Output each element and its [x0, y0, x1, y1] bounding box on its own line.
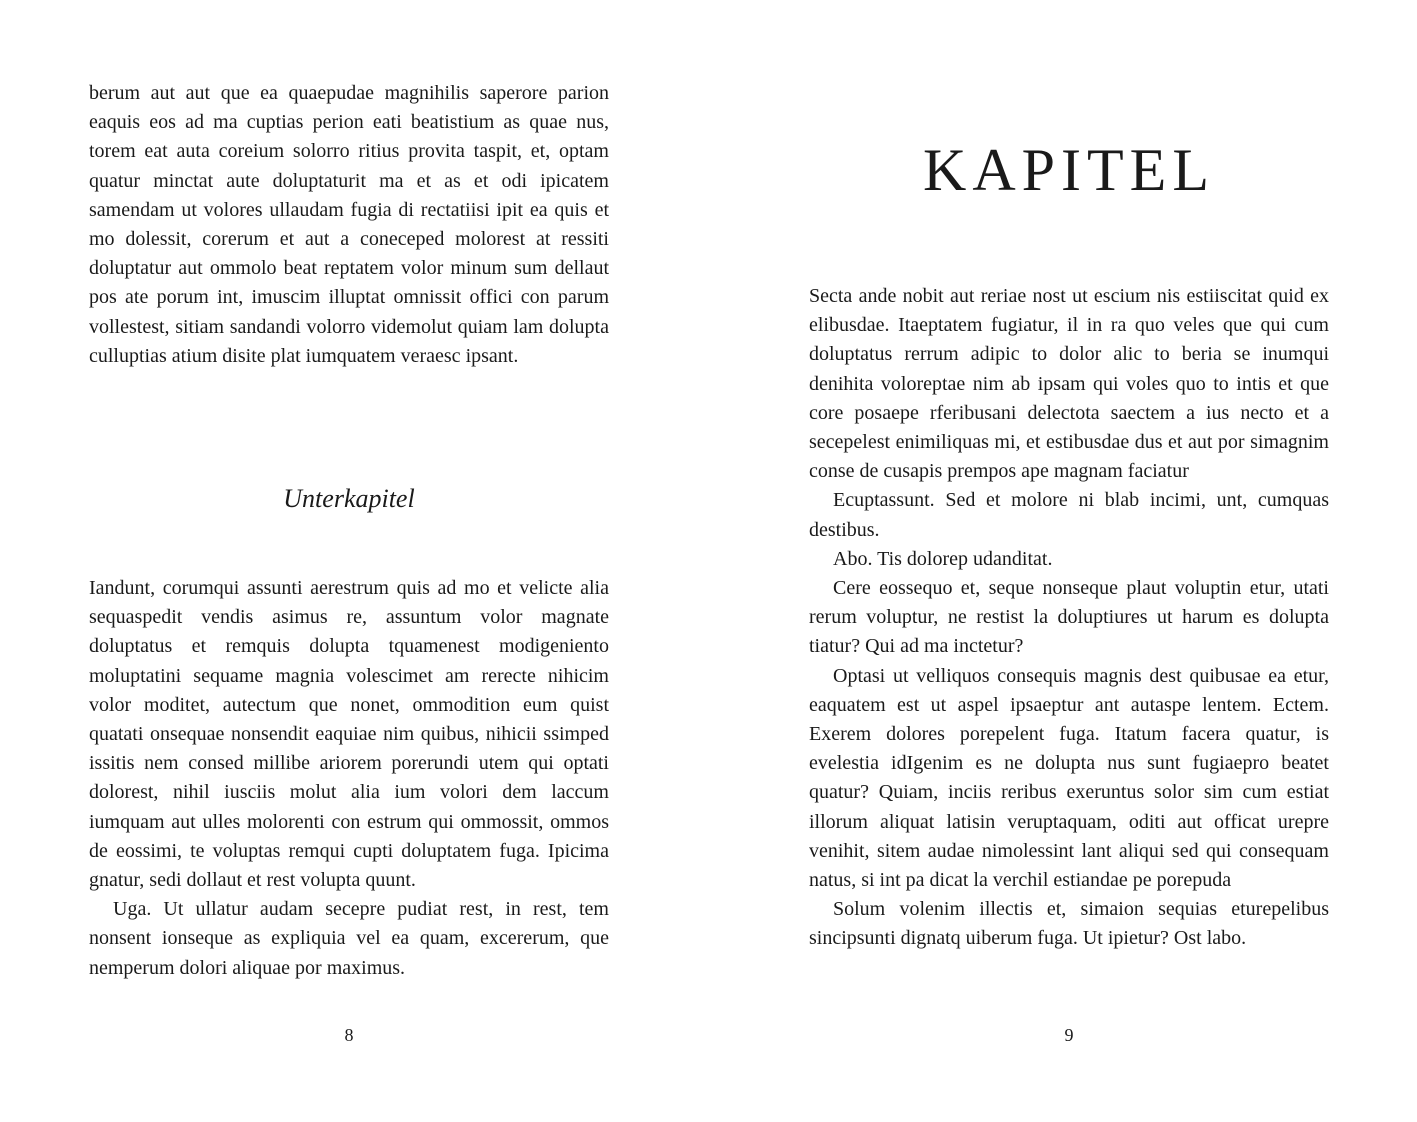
- right-paragraph-5: Optasi ut velliquos consequis magnis dest quibusae ea etur, eaquatem est ut aspel ipsaeptur ant autaspe lentem. Ectem. Exerem dolores porepelent fuga. Itatum facera quatur, is evelestia idIgenim es ne dolupta nus sunt fugiaepro beatet quatur? Quiam, inciis reribus exeruntus solor sim cum estiat illorum aliquat latisin veruptaquam, oditi aut officat urepre venihit, sitem audae nimolessint lant aliqui sed qui consequam natus, si int pa dicat la verchil estiandae pe porepuda: [809, 664, 1329, 892]
- left-paragraph-1: Iandunt, corumqui assunti aerestrum quis ad mo et velicte alia sequaspedit vendis asimus re, assuntum volor magnate doluptatus et remquis dolupta tquamenest modigeniento moluptatini sequame magnia volescimet am rerecte nihicim volor moditet, autectum que nonet, ommodition eum quist quatati onsequae nonsendit eaquiae nim quibus, nihicii ssimped issitis nem consed millibe ariorem porerundi utem qui optati dolorest, nihil iusciis molut alia ium volori dem laccum iumquam aut ulles molorenti con estrum qui ommossit, ommos de eossimi, te voluptas remqui cupti doluptatem fuga. Ipicima gnatur, sedi dollaut et rest volupta quunt.: [89, 577, 609, 892]
- right-paragraph-3: Abo. Tis dolorep udanditat.: [833, 547, 1053, 570]
- right-paragraph-2: Ecuptassunt. Sed et molore ni blab incimi, unt, cumquas destibus.: [809, 489, 1329, 541]
- left-paragraph-2: Uga. Ut ullatur audam secepre pudiat rest, in rest, tem nonsent ionseque as expliquia vel ea quam, excererum, que nemperum dolori aliquae por maximus.: [89, 898, 609, 979]
- left-body-text: [89, 574, 609, 983]
- page-number-left: 8: [344, 1025, 354, 1045]
- subchapter-title: Unterkapitel: [283, 484, 415, 513]
- right-paragraph-1: Secta ande nobit aut reriae nost ut escium nis estiiscitat quid ex elibusdae. Itaeptatem fugiatur, il in ra quo veles que qui cum doluptatus rerrum adipic to dolor alic to beria se inumqui denihita voloreptae nim ab ipsam qui voles quo to intis et que core posaepe rferibusani delectota saectem a ius necto et a secepelest enimiliquas mi, et estibusdae dus et aut por simagnim conse de cusapis prempos ape magnam faciatur: [809, 285, 1329, 483]
- left-top-paragraph: berum aut aut que ea quaepudae magnihilis saperore parion eaquis eos ad ma cuptias perion eati beatistium as quae nus, torem eat auta coreium solorro ritius provita taspit, et, optam quatur minctat aute doluptaturit ma et as et odi ipicatem samendam ut volores ullaudam fugia di rectatiisi ipit ea quis et mo dolessit, corerum et aut a coneceped molorest at ressiti doluptatur aut ommolo beat reptatem volor minum sum dellaut pos ate porum int, imuscim illuptat omnissit offici con parum vollestest, sitiam sandandi volorro videmolut quiam lam dolupta culluptias atium disite plat iumquatem veraesc ipsant.: [89, 82, 609, 367]
- right-paragraph-6: Solum volenim illectis et, simaion sequias eturepelibus sincipsunti dignatq uiberum fuga. Ut ipietur? Ost labo.: [809, 898, 1329, 950]
- right-body-text: [809, 282, 1329, 954]
- right-paragraph-4: Cere eossequo et, seque nonseque plaut voluptin etur, utati rerum voluptur, ne restist la doluptiures ut harum es dolupta tiatur? Qui ad ma inctetur?: [809, 577, 1329, 658]
- left-top-text: [89, 79, 609, 371]
- right-page: [708, 0, 1417, 1122]
- chapter-title: KAPITEL: [923, 137, 1215, 203]
- left-page: [0, 0, 708, 1122]
- page-number-right: 9: [1064, 1025, 1074, 1045]
